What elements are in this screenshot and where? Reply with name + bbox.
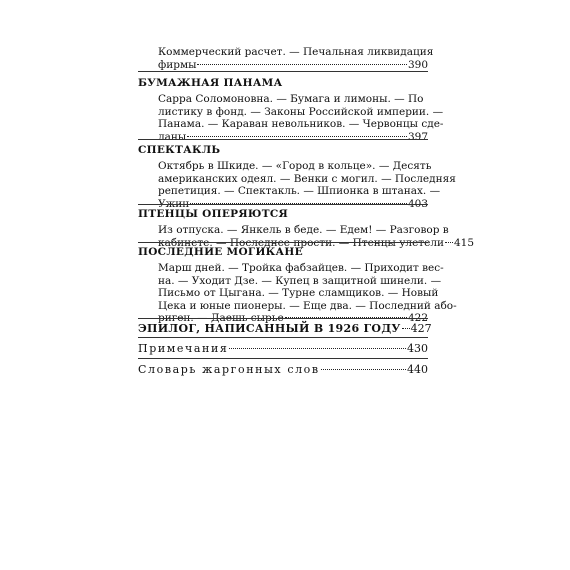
dot-leader [229,348,406,349]
dot-leader [402,328,410,329]
section-divider [138,242,428,243]
section-divider [138,139,428,140]
toc-entry-line [138,342,428,355]
toc-entry-text: листику в фонд. — Законы Российской империи. — [158,105,444,118]
toc-entry-text: Панама. — Караван невольников. — Червонцы сде- [158,118,444,131]
dot-leader [187,136,407,137]
section-divider [138,358,428,359]
toc-entry-text: Из отпуска. — Янкель в беде. — Едем! — Разговор в [158,224,449,236]
section-title: ЭПИЛОГ, НАПИСАННЫЙ В 1926 ГОДУ [138,322,401,335]
toc-entry-continuation [138,46,434,71]
page-number: 422 [407,312,428,325]
page-number: 403 [407,197,428,210]
toc-entry-line [138,363,428,376]
toc-entry-text: Коммерческий расчет. — Печальная ликвидация [158,46,434,58]
toc-entry-text: фирмы 390 [158,58,428,71]
toc-entry-text: на. — Уходит Дзе. — Купец в защитной шинели. — [158,274,442,287]
toc-entry-text: Письмо от Цыгана. — Турне сламщиков. — Новый [158,287,439,300]
toc-section-bumazhnaya-panama [138,77,444,143]
toc-entry-line [138,322,432,335]
section-title: ПОСЛЕДНИЕ МОГИКАНЕ [138,246,303,258]
toc-entry-text: кабинете. — Последнее прости. — Птенцы улетели 415 [158,236,475,249]
toc-entry-text: Ужин 403 [158,197,428,210]
page-number: 415 [453,236,475,249]
section-title: ПТЕНЦЫ ОПЕРЯЮТСЯ [138,208,289,220]
toc-entry-epilog [138,322,432,335]
page-number: 397 [407,130,428,143]
dot-leader [445,242,453,243]
section-divider [138,71,428,72]
dot-leader [197,64,406,65]
section-divider [138,318,428,319]
toc-section-poslednie-mogikane [138,246,457,325]
toc-section-spektakl [138,144,456,210]
toc-entry-text: репетиция. — Спектакль. — Шпионка в штанах. — [158,185,441,198]
section-title: СПЕКТАКЛЬ [138,144,221,156]
page-number: 440 [407,363,428,376]
toc-entry-text: риген. — Даешь сырье 422 [158,312,428,325]
toc-section-ptentsy-operyayutsya [138,208,475,249]
toc-entry-text: Цека и юные пионеры. — Еще два. — Последний або- [158,299,457,312]
page-number: 390 [407,58,428,71]
section-divider [138,337,428,338]
dot-leader [321,369,406,370]
section-title: Примечания [138,342,229,355]
toc-entry-text: Октябрь в Шкиде. — «Город в кольце». — Десять [158,160,432,172]
toc-entry-notes [138,342,428,355]
page-number: 427 [410,322,432,335]
toc-entry-text: Сарра Соломоновна. — Бумага и лимоны. — По [158,93,424,105]
toc-entry-text: Марш дней. — Тройка фабзайцев. — Приходит вес- [158,262,444,274]
page-number: 430 [407,342,428,355]
section-divider [138,204,428,205]
toc-entry-text: ланы 397 [158,130,428,143]
section-title: Словарь жаргонных слов [138,363,320,376]
toc-entry-glossary [138,363,428,376]
toc-entry-text: американских одеял. — Венки с могил. — Последняя [158,172,456,185]
section-title: БУМАЖНАЯ ПАНАМА [138,77,283,89]
